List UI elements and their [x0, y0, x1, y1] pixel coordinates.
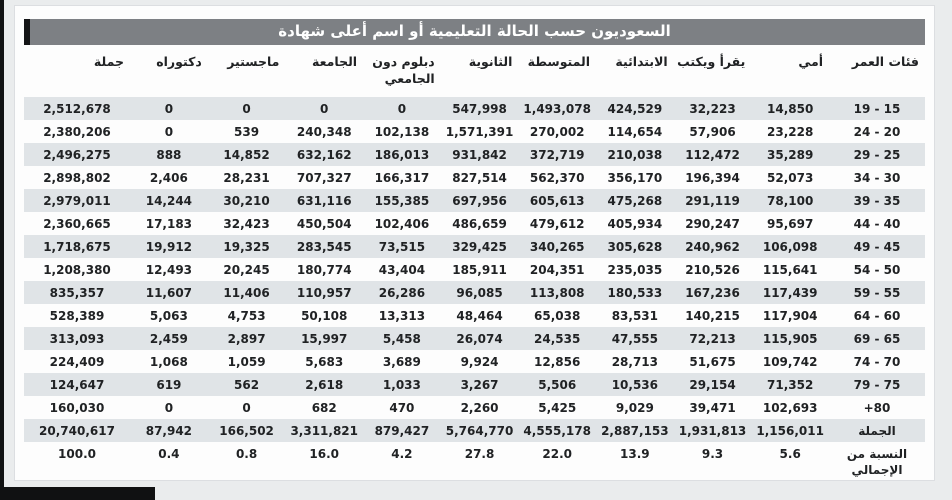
- value-cell: 5,458: [363, 327, 441, 350]
- value-cell: 270,002: [529, 124, 585, 139]
- column-header: يقرأ ويكتب: [677, 54, 746, 69]
- value-cell: 0: [164, 124, 174, 139]
- value-cell: 9,029: [615, 400, 654, 415]
- value-cell: 4,753: [227, 308, 266, 323]
- value-cell: 102,138: [374, 124, 430, 139]
- value-cell: 707,327: [296, 170, 352, 185]
- value-cell: 0: [208, 97, 286, 120]
- value-cell: 35,289: [751, 143, 829, 166]
- table-row: [24, 235, 925, 258]
- table-row: [24, 327, 925, 350]
- value-cell: 12,493: [145, 262, 193, 277]
- value-cell: 2,897: [208, 327, 286, 350]
- value-cell: 30,210: [208, 189, 286, 212]
- value-cell: 5,764,770: [441, 419, 519, 442]
- column-header: فئات العمر: [851, 54, 919, 69]
- value-cell: 29,154: [674, 373, 752, 396]
- value-cell: 115,905: [751, 327, 829, 350]
- value-cell: 50,108: [301, 308, 348, 323]
- value-cell: 32,223: [674, 97, 752, 120]
- value-cell: 186,013: [363, 143, 441, 166]
- value-cell: 2,898,802: [43, 170, 111, 185]
- value-cell: 5.6: [779, 446, 801, 461]
- scan-edge-left: [0, 0, 4, 500]
- value-cell: 210,526: [685, 262, 740, 277]
- value-cell: 57,906: [689, 124, 736, 139]
- value-cell: 48,464: [456, 308, 503, 323]
- value-cell: 22.0: [542, 446, 572, 461]
- value-cell: 0: [363, 97, 441, 120]
- row-label-cell: النسبة من الإجمالي: [846, 446, 908, 477]
- value-cell: 2,406: [149, 170, 188, 185]
- value-cell: 19,325: [208, 235, 286, 258]
- title-bar-accent: [24, 19, 30, 45]
- value-cell: 0: [130, 97, 208, 120]
- table-container: [24, 47, 925, 481]
- value-cell: 450,504: [296, 216, 352, 231]
- value-cell: 102,406: [374, 216, 430, 231]
- value-cell: 405,934: [607, 216, 663, 231]
- value-cell: 11,607: [130, 281, 208, 304]
- value-cell: 3,311,821: [285, 419, 363, 442]
- column-header: جملة: [93, 54, 124, 69]
- row-label-cell: 44 - 40: [853, 216, 901, 231]
- value-cell: 19,912: [130, 235, 208, 258]
- value-cell: 2,459: [130, 327, 208, 350]
- value-cell: 5,063: [149, 308, 188, 323]
- column-header: دكتوراه: [156, 54, 202, 69]
- value-cell: 5,425: [538, 400, 577, 415]
- header-row: [24, 47, 925, 97]
- value-cell: 1,156,011: [751, 419, 829, 442]
- value-cell: 2,512,678: [24, 97, 130, 120]
- table-row: [24, 442, 925, 481]
- value-cell: 73,515: [363, 235, 441, 258]
- value-cell: 1,208,380: [43, 262, 111, 277]
- value-cell: 240,962: [674, 235, 752, 258]
- value-cell: 14,852: [208, 143, 286, 166]
- value-cell: 15,997: [285, 327, 363, 350]
- table-row: [24, 120, 925, 143]
- value-cell: 28,231: [223, 170, 270, 185]
- table-row: [24, 189, 925, 212]
- value-cell: 632,162: [285, 143, 363, 166]
- value-cell: 24,535: [518, 327, 596, 350]
- table-row: [24, 419, 925, 442]
- value-cell: 0.4: [158, 446, 180, 461]
- value-cell: 9.3: [701, 446, 724, 461]
- table-body: [24, 97, 925, 481]
- value-cell: 13.9: [620, 446, 650, 461]
- value-cell: 14,244: [130, 189, 208, 212]
- value-cell: 5,683: [305, 354, 344, 369]
- value-cell: 235,035: [607, 262, 663, 277]
- value-cell: 180,533: [596, 281, 674, 304]
- row-label-cell: 79 - 75: [829, 373, 925, 396]
- value-cell: 71,352: [751, 373, 829, 396]
- value-cell: 23,228: [767, 124, 814, 139]
- value-cell: 95,697: [767, 216, 814, 231]
- row-label-cell: الجملة: [829, 419, 925, 442]
- value-cell: 109,742: [762, 354, 818, 369]
- row-label-cell: 24 - 20: [853, 124, 901, 139]
- value-cell: 39,471: [689, 400, 736, 415]
- value-cell: 2,618: [285, 373, 363, 396]
- value-cell: 356,170: [607, 170, 663, 185]
- value-cell: 65,038: [534, 308, 581, 323]
- value-cell: 26,286: [363, 281, 441, 304]
- row-label-cell: 39 - 35: [829, 189, 925, 212]
- value-cell: 51,675: [689, 354, 736, 369]
- value-cell: 888: [130, 143, 208, 166]
- value-cell: 185,911: [452, 262, 507, 277]
- table-row: [24, 143, 925, 166]
- value-cell: 931,842: [441, 143, 519, 166]
- value-cell: 1,068: [149, 354, 188, 369]
- value-cell: 26,074: [441, 327, 519, 350]
- value-cell: 619: [130, 373, 208, 396]
- value-cell: 479,612: [529, 216, 585, 231]
- value-cell: 11,406: [208, 281, 286, 304]
- column-header: ماجستير: [227, 54, 280, 69]
- scan-edge-bottom: [0, 487, 155, 500]
- value-cell: 12,856: [534, 354, 581, 369]
- value-cell: 16.0: [309, 446, 340, 461]
- value-cell: 827,514: [452, 170, 507, 185]
- value-cell: 115,641: [762, 262, 818, 277]
- statistics-table: [24, 47, 925, 481]
- table-row: [24, 304, 925, 327]
- value-cell: 27.8: [464, 446, 495, 461]
- value-cell: 1,033: [363, 373, 441, 396]
- value-cell: 835,357: [24, 281, 130, 304]
- table-row: [24, 258, 925, 281]
- table-row: [24, 97, 925, 120]
- value-cell: 32,423: [223, 216, 270, 231]
- value-cell: 697,956: [441, 189, 519, 212]
- value-cell: 486,659: [452, 216, 507, 231]
- value-cell: 106,098: [751, 235, 829, 258]
- value-cell: 240,348: [296, 124, 352, 139]
- row-label-cell: 54 - 50: [853, 262, 901, 277]
- value-cell: 102,693: [762, 400, 818, 415]
- value-cell: 83,531: [611, 308, 659, 323]
- value-cell: 2,260: [460, 400, 499, 415]
- value-cell: 562: [208, 373, 286, 396]
- value-cell: 17,183: [145, 216, 193, 231]
- value-cell: 43,404: [378, 262, 426, 277]
- value-cell: 2,887,153: [596, 419, 674, 442]
- value-cell: 87,942: [130, 419, 208, 442]
- value-cell: 180,774: [296, 262, 352, 277]
- row-label-cell: 49 - 45: [829, 235, 925, 258]
- value-cell: 539: [234, 124, 260, 139]
- value-cell: 1,059: [227, 354, 266, 369]
- value-cell: 155,385: [363, 189, 441, 212]
- value-cell: 210,038: [596, 143, 674, 166]
- column-header: الثانوية: [468, 54, 513, 69]
- table-header: [24, 47, 925, 97]
- value-cell: 113,808: [518, 281, 596, 304]
- value-cell: 4.2: [391, 446, 413, 461]
- table-row: [24, 212, 925, 235]
- value-cell: 424,529: [596, 97, 674, 120]
- column-header: دبلوم دون الجامعي: [372, 54, 435, 86]
- value-cell: 2,979,011: [24, 189, 130, 212]
- value-cell: 78,100: [751, 189, 829, 212]
- value-cell: 28,713: [611, 354, 659, 369]
- row-label-cell: 34 - 30: [853, 170, 901, 185]
- value-cell: 879,427: [363, 419, 441, 442]
- value-cell: 117,904: [762, 308, 818, 323]
- value-cell: 290,247: [685, 216, 740, 231]
- value-cell: 340,265: [518, 235, 596, 258]
- value-cell: 1,718,675: [24, 235, 130, 258]
- value-cell: 547,998: [441, 97, 519, 120]
- value-cell: 204,351: [529, 262, 585, 277]
- table-title: السعوديون حسب الحالة التعليمية أو اسم أعلى شهادة: [278, 21, 671, 40]
- value-cell: 3,689: [382, 354, 421, 369]
- value-cell: 475,268: [596, 189, 674, 212]
- row-label-cell: 64 - 60: [853, 308, 901, 323]
- row-label-cell: 29 - 25: [829, 143, 925, 166]
- value-cell: 605,613: [518, 189, 596, 212]
- column-header: الجامعة: [312, 54, 358, 69]
- value-cell: 9,924: [460, 354, 499, 369]
- value-cell: 110,957: [285, 281, 363, 304]
- value-cell: 167,236: [674, 281, 752, 304]
- value-cell: 2,360,665: [43, 216, 111, 231]
- value-cell: 52,073: [767, 170, 814, 185]
- value-cell: 1,493,078: [518, 97, 596, 120]
- value-cell: 72,213: [674, 327, 752, 350]
- value-cell: 124,647: [24, 373, 130, 396]
- row-label-cell: 74 - 70: [853, 354, 901, 369]
- value-cell: 114,654: [607, 124, 663, 139]
- value-cell: 224,409: [49, 354, 105, 369]
- value-cell: 20,245: [223, 262, 270, 277]
- value-cell: 283,545: [285, 235, 363, 258]
- column-header: الابتدائية: [615, 54, 668, 69]
- value-cell: 2,496,275: [24, 143, 130, 166]
- value-cell: 1,571,391: [445, 124, 514, 139]
- value-cell: 3,267: [441, 373, 519, 396]
- value-cell: 291,119: [674, 189, 752, 212]
- value-cell: 313,093: [24, 327, 130, 350]
- value-cell: 2,380,206: [43, 124, 111, 139]
- value-cell: 20,740,617: [24, 419, 130, 442]
- table-title-bar: [24, 19, 925, 45]
- row-label-cell: 69 - 65: [829, 327, 925, 350]
- value-cell: 196,394: [685, 170, 740, 185]
- value-cell: 96,085: [441, 281, 519, 304]
- column-header: المتوسطة: [527, 54, 591, 69]
- row-label-cell: +80: [863, 400, 891, 415]
- table-row: [24, 281, 925, 304]
- value-cell: 140,215: [685, 308, 740, 323]
- value-cell: 0: [285, 97, 363, 120]
- value-cell: 528,389: [49, 308, 105, 323]
- value-cell: 329,425: [441, 235, 519, 258]
- row-label-cell: 19 - 15: [829, 97, 925, 120]
- table-row: [24, 350, 925, 373]
- value-cell: 4,555,178: [518, 419, 596, 442]
- value-cell: 305,628: [596, 235, 674, 258]
- table-row: [24, 396, 925, 419]
- value-cell: 47,555: [596, 327, 674, 350]
- value-cell: 1,931,813: [674, 419, 752, 442]
- value-cell: 631,116: [285, 189, 363, 212]
- value-cell: 10,536: [596, 373, 674, 396]
- value-cell: 160,030: [49, 400, 105, 415]
- table-row: [24, 373, 925, 396]
- value-cell: 562,370: [529, 170, 585, 185]
- value-cell: 117,439: [751, 281, 829, 304]
- value-cell: 14,850: [751, 97, 829, 120]
- value-cell: 682: [311, 400, 337, 415]
- value-cell: 166,317: [374, 170, 430, 185]
- value-cell: 166,502: [208, 419, 286, 442]
- value-cell: 0: [242, 400, 251, 415]
- value-cell: 0: [164, 400, 174, 415]
- column-header: أمي: [798, 54, 823, 69]
- table-row: [24, 166, 925, 189]
- value-cell: 0.8: [235, 446, 258, 461]
- value-cell: 13,313: [378, 308, 426, 323]
- value-cell: 470: [389, 400, 415, 415]
- value-cell: 5,506: [518, 373, 596, 396]
- value-cell: 100.0: [58, 446, 96, 461]
- table-panel: [14, 5, 935, 481]
- value-cell: 112,472: [674, 143, 752, 166]
- row-label-cell: 59 - 55: [829, 281, 925, 304]
- value-cell: 372,719: [518, 143, 596, 166]
